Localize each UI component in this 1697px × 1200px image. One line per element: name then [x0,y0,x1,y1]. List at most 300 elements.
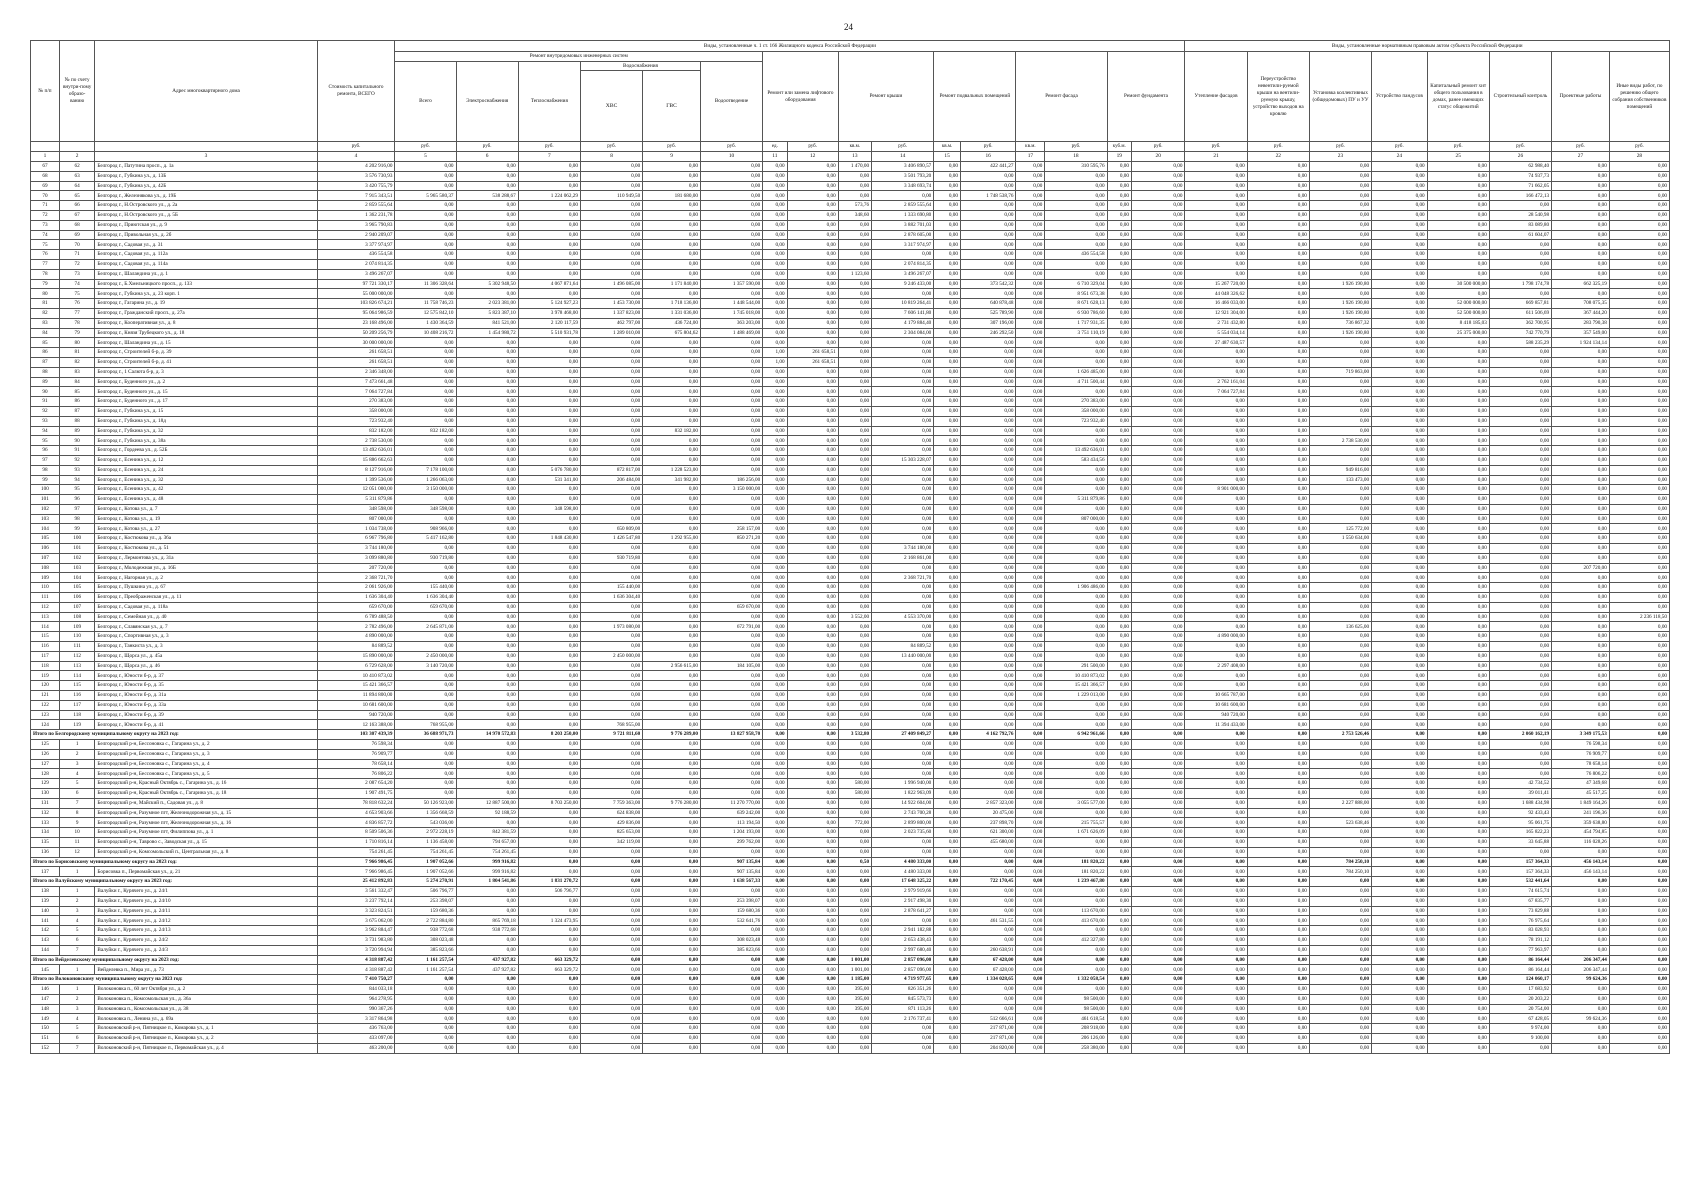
value-cell: 0,00 [643,485,701,495]
value-cell: 0,00 [763,837,787,847]
value-cell: 0,00 [643,504,701,514]
value-cell: 0,00 [1185,1043,1247,1053]
address-cell: Белгород г., Молодежная ул., д. 16Б [95,563,317,573]
subtotal-cell: 0,00 [580,955,642,965]
value-cell: 0,00 [700,1033,762,1043]
value-cell: 0,00 [838,710,871,720]
value-cell: 0,00 [763,436,787,446]
value-cell: 0,00 [1185,367,1247,377]
address-cell: Волоконовка п., Комсомольская ул., д. 38 [95,1004,317,1014]
value-cell: 0,00 [1107,740,1131,750]
value-cell: 0,00 [960,524,1016,534]
value-cell: 0,00 [1489,406,1551,416]
value-cell: 0,00 [1131,651,1184,661]
value-cell: 0,00 [518,397,580,407]
value-cell: 0,00 [1427,162,1489,172]
value-cell: 865 769,18 [456,916,518,926]
value-cell: 0,00 [395,544,456,554]
value-cell: 2 979 919,66 [872,886,934,896]
index-cell: 2 [59,896,95,906]
value-cell: 8 671 628,13 [1045,299,1107,309]
subtotal-cell: 0,00 [518,857,580,867]
value-cell: 0,00 [1609,367,1669,377]
value-cell: 0,00 [1247,769,1309,779]
value-cell: 0,00 [1247,308,1309,318]
value-cell: 0,00 [838,828,871,838]
value-cell: 0,00 [1131,504,1184,514]
value-cell: 0,00 [1247,651,1309,661]
index-cell: 65 [59,191,95,201]
value-cell: 0,00 [1107,210,1131,220]
value-cell: 0,00 [1107,808,1131,818]
value-cell: 573,76 [838,201,871,211]
value-cell: 0,00 [643,632,701,642]
value-cell: 0,00 [838,387,871,397]
value-cell: 0,00 [643,1004,701,1014]
value-cell: 0,00 [787,808,838,818]
subtotal-cell: 0,00 [934,730,961,740]
value-cell: 0,00 [1372,1004,1428,1014]
value-cell: 0,00 [518,573,580,583]
value-cell: 103 826 674,21 [317,299,395,309]
index-cell: 147 [31,994,60,1004]
value-cell: 0,00 [1309,485,1371,495]
value-cell: 0,00 [1309,789,1371,799]
value-cell: 0,00 [1309,220,1371,230]
value-cell: 0,00 [787,504,838,514]
value-cell: 0,00 [518,377,580,387]
value-cell: 0,00 [763,602,787,612]
value-cell: 0,00 [643,651,701,661]
value-cell: 0,00 [643,710,701,720]
value-cell: 754 261,45 [456,847,518,857]
value-cell: 0,00 [700,965,762,975]
value-cell: 0,00 [1372,446,1428,456]
value-cell: 0,00 [1489,563,1551,573]
value-cell: 0,00 [838,583,871,593]
value-cell: 0,00 [1107,1043,1131,1053]
value-cell: 0,00 [700,593,762,603]
value-cell: 0,00 [1372,984,1428,994]
value-cell: 0,00 [838,367,871,377]
group-header-right: Виды, установленные нормативным правовым актом субъекта Российской Федерации [1185,41,1670,52]
value-cell: 348 598,00 [395,504,456,514]
value-cell: 0,00 [1427,230,1489,240]
value-cell: 0,00 [1609,945,1669,955]
value-cell: 0,00 [580,896,642,906]
value-cell: 0,00 [1016,534,1045,544]
value-cell: 0,00 [1372,475,1428,485]
value-cell: 0,00 [1247,622,1309,632]
subtotal-cell: 36 688 971,73 [395,730,456,740]
value-cell: 0,00 [1309,661,1371,671]
value-cell: 0,00 [960,220,1016,230]
value-cell: 0,00 [1185,671,1247,681]
value-cell: 3 420 755,79 [317,181,395,191]
value-cell: 0,00 [518,642,580,652]
subtotal-cell: 0,00 [1107,975,1131,985]
index-cell: 8 [59,808,95,818]
value-cell: 0,00 [580,416,642,426]
subtotal-label: Итого по Борисовскому муниципальному округу на 2023 год: [31,857,318,867]
index-cell: 106 [31,544,60,554]
value-cell: 0,00 [960,201,1016,211]
value-cell: 0,00 [934,446,961,456]
value-cell: 0,00 [1427,789,1489,799]
value-cell: 0,00 [1185,926,1247,936]
value-cell: 0,00 [700,387,762,397]
value-cell: 0,00 [934,837,961,847]
value-cell: 0,00 [700,691,762,701]
value-cell: 0,00 [518,691,580,701]
value-cell: 0,00 [1609,387,1669,397]
value-cell: 15 886 662,63 [317,455,395,465]
subtotal-cell: 25 412 892,83 [317,877,395,887]
value-cell: 0,00 [1609,220,1669,230]
value-cell: 0,00 [580,994,642,1004]
value-cell: 0,00 [700,573,762,583]
value-cell: 999 916,82 [456,867,518,877]
value-cell: 0,00 [960,563,1016,573]
value-cell: 0,00 [872,671,934,681]
value-cell: 0,00 [960,240,1016,250]
value-cell: 0,00 [1016,279,1045,289]
index-cell: 144 [31,945,60,955]
value-cell: 723 932,40 [317,416,395,426]
value-cell: 0,00 [643,916,701,926]
value-cell: 0,00 [1185,612,1247,622]
value-cell: 7 606 141,80 [872,308,934,318]
index-cell: 12 [59,847,95,857]
value-cell: 0,00 [872,348,934,358]
value-cell: 0,00 [787,769,838,779]
address-cell: Белгородский р-н, Разумное пгт, Железнодорожная ул., д. 15 [95,808,317,818]
subtotal-cell: 0,00 [643,877,701,887]
table-row [31,700,1670,710]
value-cell: 0,00 [872,1043,934,1053]
units-row [31,142,1670,152]
value-cell: 0,00 [1609,338,1669,348]
value-cell: 0,00 [580,759,642,769]
value-cell: 0,00 [580,691,642,701]
value-cell: 0,00 [700,201,762,211]
subtotal-cell: 999 916,82 [456,857,518,867]
value-cell: 964 278,95 [317,994,395,1004]
column-number: 18 [1045,152,1107,162]
value-cell: 0,00 [700,700,762,710]
value-cell: 0,00 [518,808,580,818]
value-cell: 0,00 [643,524,701,534]
value-cell: 0,00 [960,269,1016,279]
value-cell: 23 168 496,00 [317,318,395,328]
value-cell: 0,00 [1185,534,1247,544]
value-cell: 0,00 [1609,1043,1669,1053]
value-cell: 1 636 304,40 [317,593,395,603]
address-cell: Белгород г., Юности б-р, д. 39 [95,710,317,720]
value-cell: 0,00 [1372,602,1428,612]
value-cell: 768 955,00 [395,720,456,730]
value-cell: 461 618,54 [1045,1014,1107,1024]
index-cell: 1 [59,867,95,877]
value-cell: 395,00 [838,984,871,994]
column-number: 9 [643,152,701,162]
table-row [31,553,1670,563]
value-cell: 0,00 [1609,1024,1669,1034]
value-cell: 0,00 [1185,1014,1247,1024]
value-cell: 0,00 [1372,759,1428,769]
value-cell: 0,00 [1552,553,1610,563]
table-row [31,1043,1670,1053]
table-row [31,455,1670,465]
value-cell: 4 318 887,42 [317,965,395,975]
subtotal-cell: 0,00 [787,857,838,867]
value-cell: 0,00 [1552,465,1610,475]
value-cell: 1 266 063,00 [395,475,456,485]
value-cell: 0,00 [1309,1033,1371,1043]
value-cell: 1 636 304,40 [580,593,642,603]
unit-cell: руб. [1045,142,1107,152]
value-cell: 0,00 [1107,789,1131,799]
value-cell: 0,00 [1045,847,1107,857]
value-cell: 6 729 628,00 [317,661,395,671]
value-cell: 0,00 [787,387,838,397]
value-cell: 1 671 626,09 [1045,828,1107,838]
value-cell: 0,00 [643,338,701,348]
value-cell: 0,00 [1185,808,1247,818]
value-cell: 2 023 381,00 [456,299,518,309]
value-cell: 0,00 [960,171,1016,181]
value-cell: 0,00 [763,1004,787,1014]
index-cell: 76 [59,299,95,309]
address-cell: Белгород г., Есенина ул., д. 12 [95,455,317,465]
value-cell: 0,00 [838,632,871,642]
value-cell: 0,00 [1045,191,1107,201]
value-cell: 0,00 [1609,700,1669,710]
value-cell: 0,00 [787,250,838,260]
value-cell: 0,00 [1489,847,1551,857]
value-cell: 0,00 [1247,534,1309,544]
value-cell: 0,00 [1185,524,1247,534]
value-cell: 0,00 [1131,945,1184,955]
address-cell: Валуйки г., Курячего ул., д. 24/10 [95,896,317,906]
subtotal-cell: 4 162 792,76 [960,730,1016,740]
value-cell: 0,00 [580,1033,642,1043]
value-cell: 0,00 [1185,994,1247,1004]
subtotal-cell: 0,00 [1016,877,1045,887]
value-cell: 0,00 [1372,357,1428,367]
index-cell: 119 [59,720,95,730]
value-cell: 0,00 [1552,1004,1610,1014]
subtotal-cell: 0,00 [1107,730,1131,740]
subtotal-cell: 6 942 961,66 [1045,730,1107,740]
value-cell: 0,00 [1185,181,1247,191]
value-cell: 0,00 [1131,279,1184,289]
value-cell: 0,00 [580,348,642,358]
value-cell: 0,00 [1489,367,1551,377]
value-cell: 0,00 [580,181,642,191]
value-cell: 0,00 [1131,622,1184,632]
value-cell: 0,00 [1552,1033,1610,1043]
subtotal-cell: 0,00 [1185,730,1247,740]
index-cell: 123 [31,710,60,720]
value-cell: 0,00 [934,367,961,377]
value-cell: 0,00 [1107,749,1131,759]
value-cell: 669 857,81 [1489,299,1551,309]
value-cell: 1 973 080,00 [580,622,642,632]
value-cell: 0,00 [643,250,701,260]
value-cell: 0,00 [1552,945,1610,955]
value-cell: 0,00 [838,220,871,230]
value-cell: 0,00 [700,720,762,730]
value-cell: 0,00 [700,210,762,220]
subtotal-cell: 4 480 333,00 [872,857,934,867]
subtotal-cell: 0,00 [580,857,642,867]
value-cell: 0,00 [763,534,787,544]
index-cell: 87 [31,357,60,367]
value-cell: 0,00 [934,994,961,1004]
value-cell: 0,00 [872,504,934,514]
subtotal-cell: 722 170,45 [960,877,1016,887]
value-cell: 0,00 [1427,906,1489,916]
value-cell: 0,00 [643,926,701,936]
value-cell: 0,00 [1185,191,1247,201]
value-cell: 0,00 [1609,749,1669,759]
value-cell: 0,00 [1427,210,1489,220]
value-cell: 0,00 [1552,671,1610,681]
value-cell: 0,00 [934,945,961,955]
value-cell: 261 658,51 [317,348,395,358]
value-cell: 0,00 [1609,573,1669,583]
value-cell: 0,00 [763,475,787,485]
value-cell: 0,00 [1609,436,1669,446]
value-cell: 0,00 [395,681,456,691]
value-cell: 52 500 000,00 [1427,308,1489,318]
value-cell: 0,00 [643,573,701,583]
table-row [31,181,1670,191]
value-cell: 0,00 [1185,818,1247,828]
value-cell: 0,00 [1609,348,1669,358]
value-cell: 0,00 [1609,1033,1669,1043]
value-cell: 0,00 [1045,965,1107,975]
value-cell: 4 890 000,00 [1185,632,1247,642]
value-cell: 0,00 [1016,240,1045,250]
value-cell: 0,00 [518,289,580,299]
value-cell: 1 289 010,00 [580,328,642,338]
value-cell: 0,00 [1131,201,1184,211]
address-cell: Белгород г., Шаландина ул., д. 1 [95,269,317,279]
value-cell: 0,00 [1427,1024,1489,1034]
table-row [31,377,1670,387]
value-cell: 580,00 [838,779,871,789]
value-cell: 0,00 [872,406,934,416]
subgroup-header-systems: Ремонт внутридомовых инженерных систем [395,52,763,62]
value-cell: 0,00 [518,524,580,534]
value-cell: 3 140 720,00 [395,661,456,671]
value-cell: 0,00 [1016,348,1045,358]
value-cell: 1 926 190,80 [1309,328,1371,338]
value-cell: 0,00 [838,406,871,416]
subtotal-cell: 0,00 [934,857,961,867]
value-cell: 0,00 [1016,377,1045,387]
value-cell: 0,00 [518,426,580,436]
value-cell: 0,00 [643,181,701,191]
address-cell: Белгород г., Садовая ул., д. 114а [95,259,317,269]
value-cell: 0,00 [518,720,580,730]
table-row [31,759,1670,769]
value-cell: 0,00 [1247,191,1309,201]
value-cell: 0,00 [1016,162,1045,172]
value-cell: 0,00 [1107,348,1131,358]
value-cell: 0,00 [1016,553,1045,563]
value-cell: 4 836 857,72 [317,818,395,828]
value-cell: 0,00 [1372,671,1428,681]
value-cell: 27 487 630,57 [1185,338,1247,348]
value-cell: 0,00 [1552,201,1610,211]
table-row [31,485,1670,495]
value-cell: 166 472,13 [1489,191,1551,201]
value-cell: 0,00 [1016,465,1045,475]
col-header: Ремонт фундамента [1107,52,1185,142]
index-cell: 143 [31,935,60,945]
value-cell: 0,00 [1107,553,1131,563]
value-cell: 0,00 [838,759,871,769]
address-cell: Белгород г., Костюкова ул., д. 36а [95,534,317,544]
value-cell: 0,00 [518,338,580,348]
index-cell: 102 [59,553,95,563]
capital-repair-table-container [30,40,1670,1054]
value-cell: 0,00 [1372,328,1428,338]
value-cell: 0,00 [456,1014,518,1024]
value-cell: 5 302 948,50 [456,279,518,289]
value-cell: 3 317 864,98 [317,1014,395,1024]
value-cell: 0,00 [763,710,787,720]
value-cell: 0,00 [1247,269,1309,279]
value-cell: 0,00 [1247,465,1309,475]
value-cell: 0,00 [787,465,838,475]
value-cell: 0,00 [456,534,518,544]
value-cell: 0,00 [518,632,580,642]
value-cell: 12 887 500,00 [456,798,518,808]
value-cell: 0,00 [1427,1043,1489,1053]
value-cell: 0,00 [1427,808,1489,818]
value-cell: 0,00 [838,1024,871,1034]
value-cell: 436 554,58 [317,250,395,260]
column-number: 25 [1427,152,1489,162]
index-cell: 80 [59,338,95,348]
value-cell: 0,00 [838,259,871,269]
table-row [31,328,1670,338]
subtotal-cell: 0,00 [1609,955,1669,965]
value-cell: 0,00 [1045,886,1107,896]
value-cell: 0,00 [1309,259,1371,269]
value-cell: 77 963,97 [1489,945,1551,955]
table-row [31,573,1670,583]
value-cell: 0,00 [787,495,838,505]
value-cell: 0,00 [1016,916,1045,926]
value-cell: 0,00 [1552,220,1610,230]
index-cell: 149 [31,1014,60,1024]
address-cell: Белгород г., Юности б-р, д. 35 [95,681,317,691]
table-row [31,789,1670,799]
value-cell: 1 626 485,00 [1045,367,1107,377]
index-cell: 81 [31,299,60,309]
value-cell: 0,00 [1552,181,1610,191]
value-cell: 0,00 [1045,769,1107,779]
value-cell: 0,00 [787,1043,838,1053]
table-row [31,436,1670,446]
value-cell: 907 135,84 [700,867,762,877]
value-cell: 0,00 [1185,475,1247,485]
